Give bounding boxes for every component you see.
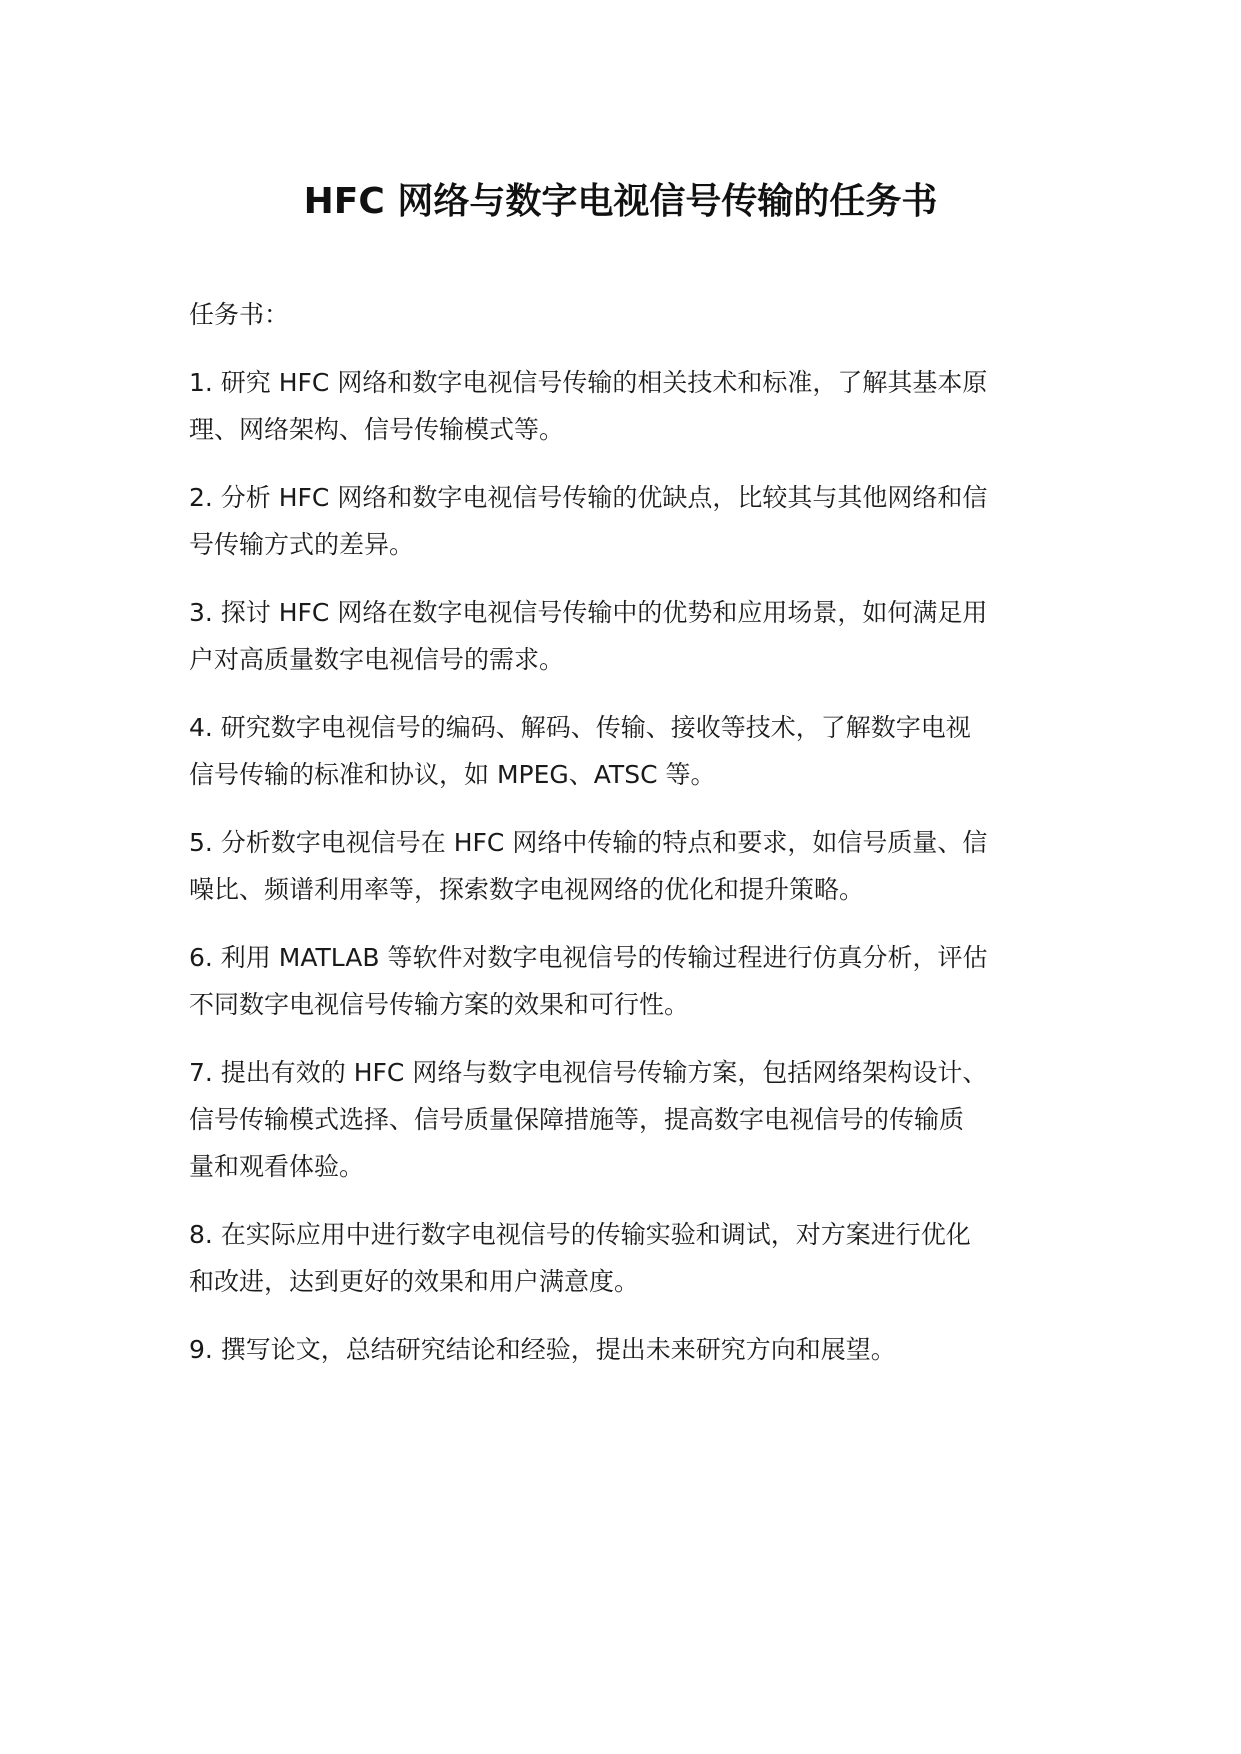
task-item (189, 934, 1053, 1028)
task-item (189, 589, 1053, 683)
task-item-line: 不同数字电视信号传输方案的效果和可行性。 (189, 990, 690, 1019)
task-item (189, 819, 1053, 913)
document-title: HFC 网络与数字电视信号传输的任务书 (303, 181, 938, 222)
task-item-line: 号传输方式的差异。 (189, 530, 415, 559)
task-item-line: 3. 探讨 HFC 网络在数字电视信号传输中的优势和应用场景，如何满足用 (189, 598, 988, 627)
task-item (189, 1049, 1053, 1190)
task-item-line: 6. 利用 MATLAB 等软件对数字电视信号的传输过程进行仿真分析，评估 (189, 943, 988, 972)
task-item-line: 7. 提出有效的 HFC 网络与数字电视信号传输方案，包括网络架构设计、 (189, 1058, 988, 1087)
task-item-line: 2. 分析 HFC 网络和数字电视信号传输的优缺点，比较其与其他网络和信 (189, 483, 988, 512)
task-item-line: 户对高质量数字电视信号的需求。 (189, 645, 565, 674)
task-item-line: 4. 研究数字电视信号的编码、解码、传输、接收等技术，了解数字电视 (189, 713, 971, 742)
document-body (189, 291, 1053, 1394)
task-item (189, 1211, 1053, 1305)
task-item-line: 5. 分析数字电视信号在 HFC 网络中传输的特点和要求，如信号质量、信 (189, 828, 988, 857)
task-item-line: 噪比、频谱利用率等，探索数字电视网络的优化和提升策略。 (189, 875, 865, 904)
task-item-line: 1. 研究 HFC 网络和数字电视信号传输的相关技术和标准，了解其基本原 (189, 368, 988, 397)
task-item-line: 8. 在实际应用中进行数字电视信号的传输实验和调试，对方案进行优化 (189, 1220, 971, 1249)
task-item-line: 9. 撰写论文，总结研究结论和经验，提出未来研究方向和展望。 (189, 1335, 896, 1364)
section-label: 任务书： (189, 300, 290, 329)
task-item-line: 信号传输的标准和协议，如 MPEG、ATSC 等。 (189, 760, 716, 789)
task-item (189, 1326, 1053, 1373)
task-item-line: 量和观看体验。 (189, 1152, 365, 1181)
task-item-line: 理、网络架构、信号传输模式等。 (189, 415, 565, 444)
task-item (189, 704, 1053, 798)
task-item-line: 信号传输模式选择、信号质量保障措施等，提高数字电视信号的传输质 (189, 1105, 965, 1134)
task-item-line: 和改进，达到更好的效果和用户满意度。 (189, 1267, 640, 1296)
task-item (189, 359, 1053, 453)
task-item (189, 474, 1053, 568)
